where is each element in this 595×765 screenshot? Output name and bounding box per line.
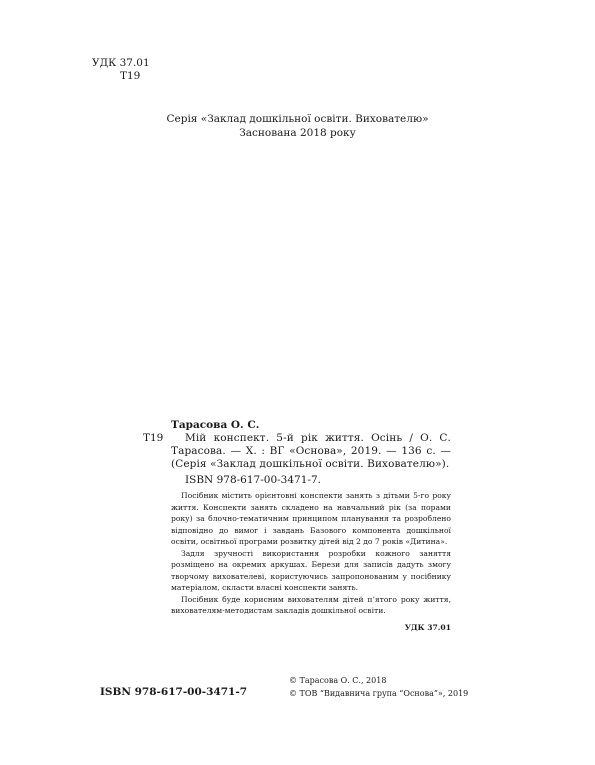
series-title: Серія «Заклад дошкільної освіти. Вихователю»	[166, 113, 429, 125]
header-udk: УДК 37.01	[92, 57, 150, 69]
book-description: Мій конспект. 5-й рік життя. Осінь / О. С. Тарасова. — Х. : ВГ «Основа», 2019. — 136 с. — (Серія «Заклад дошкільної освіти. Вихователю»).	[171, 432, 451, 470]
author-name: Тарасова О. С.	[171, 419, 260, 431]
series-founded: Заснована 2018 року	[239, 127, 356, 139]
header-udk-block	[92, 57, 150, 83]
annotation-paragraph: Задля зручності використання розробки кожного заняття розміщено на окремих аркушах. Берези для записів дадуть змогу творчому вихователеві, користуючись запропонованим у посібнику матеріалом, скласти власні конспекти занять.	[171, 548, 451, 592]
footer-isbn: ISBN 978-617-00-3471-7	[100, 686, 248, 698]
series-block	[0, 112, 595, 140]
copyright-author: © Тарасова О. С., 2018	[289, 676, 387, 685]
record-isbn: ISBN 978-617-00-3471-7.	[185, 474, 321, 486]
annotation-paragraph: Посібник містить орієнтовні конспекти занять з дітьми 5-го року життя. Конспекти занять складено на навчальний рік (за порами року) за блочно-тематичним принципом планування та розроблено відповідно до вимог і завдань Базового компонента дошкільної освіти, освітньої програми розвитку дітей від 2 до 7 років «Дитина».	[171, 491, 451, 546]
bibliographic-record	[171, 419, 451, 632]
annotation	[171, 490, 451, 617]
annotation-paragraph: Посібник буде корисним вихователям дітей п’ятого року життя, вихователям-методистам закладів дошкільної освіти.	[171, 594, 451, 615]
copyright-block	[289, 674, 468, 700]
header-code: Т19	[120, 70, 141, 82]
copyright-publisher: © ТОВ “Видавнича група “Основа”», 2019	[289, 689, 469, 698]
bibliography-side-code: Т19	[143, 432, 164, 444]
record-udk: УДК 37.01	[404, 622, 451, 632]
